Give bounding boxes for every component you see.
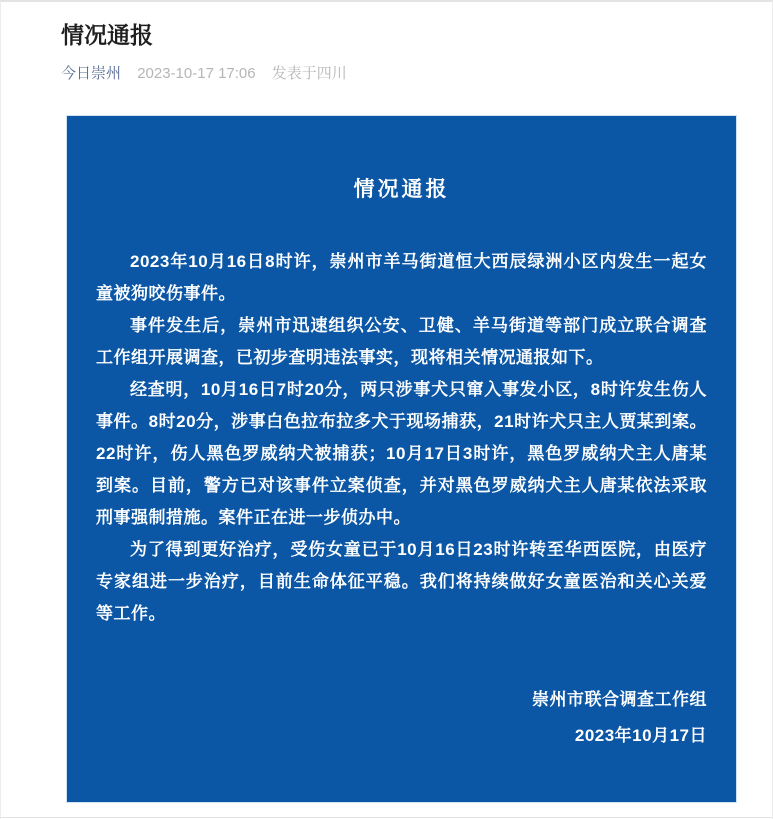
page-bottom-divider	[1, 817, 772, 818]
notice-body	[96, 246, 707, 630]
notice-image[interactable]	[66, 115, 737, 803]
page-title: 情况通报	[61, 22, 153, 48]
notice-title: 情况通报	[353, 178, 450, 201]
notice-paragraph: 2023年10月16日8时许，崇州市羊马街道恒大西辰绿洲小区内发生一起女童被狗咬伤事件。	[96, 252, 707, 303]
notice-signature-block	[96, 682, 707, 754]
article-header	[1, 2, 772, 84]
publish-location: 发表于四川	[271, 65, 347, 82]
notice-date: 2023年10月17日	[574, 726, 707, 745]
notice-paragraph: 经查明，10月16日7时20分，两只涉事犬只窜入事发小区，8时许发生伤人事件。8时20分，涉事白色拉布拉多犬于现场捕获，21时许犬只主人贾某到案。22时许，伤人黑色罗威纳犬被捕获；10月17日3时许，黑色罗威纳犬主人唐某到案。目前，警方已对该事件立案侦查，并对黑色罗威纳犬主人唐某依法采取刑事强制措施。案件正在进一步侦办中。	[96, 380, 707, 527]
notice-paragraph: 事件发生后，崇州市迅速组织公安、卫健、羊马街道等部门成立联合调查工作组开展调查，已初步查明违法事实，现将相关情况通报如下。	[96, 316, 707, 367]
publish-datetime: 2023-10-17 17:06	[137, 65, 256, 82]
notice-paragraph: 为了得到更好治疗，受伤女童已于10月16日23时许转至华西医院，由医疗专家组进一步治疗，目前生命体征平稳。我们将持续做好女童医治和关心关爱等工作。	[96, 540, 707, 623]
notice-signature: 崇州市联合调查工作组	[532, 690, 707, 709]
article-meta	[61, 64, 712, 84]
account-name-link[interactable]: 今日崇州	[61, 65, 122, 82]
